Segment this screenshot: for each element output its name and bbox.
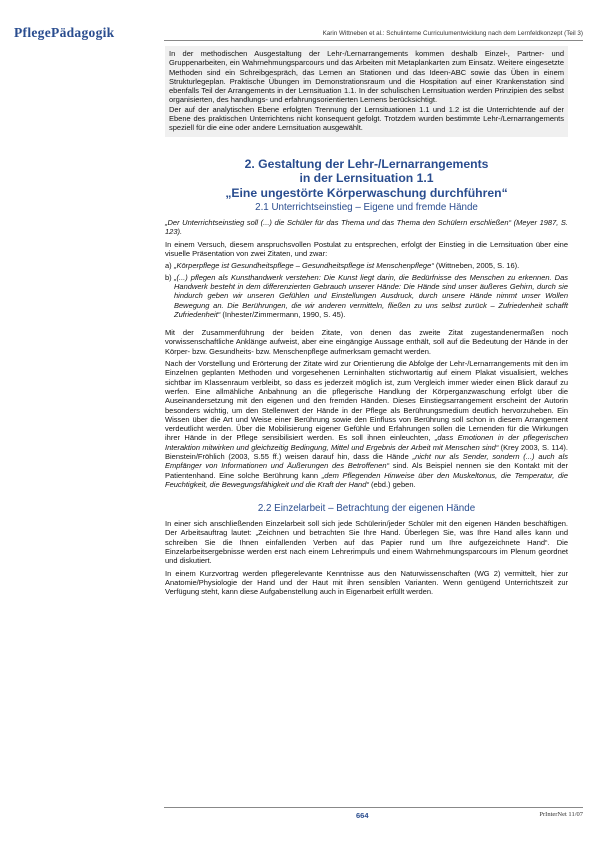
body-paragraph-4: In einem Kurzvortrag werden pflegerelevante Kenntnisse aus den Naturwissenschaften (WG 2) vermittelt, hier zur Anatomie/Physiologie der Hand und der Haut mit ihren sensiblen Varianten. Wenn genügend Unterrichtszeit zur Verfügung steht, kann diese Aufgabenstellung auch in Eigenarbeit erfüllt werden.: [165, 568, 568, 597]
inline-quote: „nicht nur als Sender, sondern (...) auch als Empfänger von Informationen und Äußerungen des Betroffenen“: [165, 452, 568, 471]
intro-box: [165, 46, 568, 137]
lead-paragraph: In einem Versuch, diesem anspruchsvollen Postulat zu entsprechen, erfolgt der Einstieg in die Lernsituation über eine visuelle Präsentation von zwei Zitaten, und zwar:: [165, 239, 568, 259]
header-rule: [164, 40, 583, 41]
list-text: [174, 261, 568, 270]
issue-label: PrInterNet 11/07: [539, 811, 583, 818]
quote-list: [165, 261, 568, 319]
list-marker: b): [165, 272, 172, 282]
body-paragraph-1: Mit der Zusammenführung der beiden Zitate, von denen das zweite Zitat zugestandenermaßen noch vorwissenschaftliche Anklänge aufweist, aber eine eingängige Aussage enthält, soll auf die Bedeutung der Hände in der Körper- bzw. Gesundheits- bzw. Menschenpflege aufmerksam gemacht werden.: [165, 328, 568, 356]
list-citation: (Wittneben, 2005, S. 16).: [433, 261, 520, 271]
list-text: [174, 273, 568, 319]
section-heading-line-3: „Eine ungestörte Körperwaschung durchführen“: [225, 185, 508, 200]
body-text: (Krey 2003, S. 114). Bienstein/Fröhlich (2003, S.55 ff.) weisen darauf hin, dass die Hände: [165, 442, 568, 461]
inline-quote: „dass Emotionen in der pflegerischen Interaktion mitwirken und gleichzeitig Bedingung, Mittel und Ergebnis der Arbeit mit Menschen sind“: [165, 433, 568, 452]
list-item: [165, 273, 568, 319]
intro-paragraph-1: In der methodischen Ausgestaltung der Lehr-/Lernarrangements kommen deshalb Einzel-, Partner- und Gruppenarbeiten, ein Wahrnehmungsparcours und das Arbeiten mit Metaplankarten zum Einsatz. Weitere eingesetzte Methoden sind ein Schreibgespräch, das Lernen an Stationen und das Ideen-ABC sowie das Üben in einem Strukturlegeplan. Praktische Übungen im Demonstrationsraum und die Hospitation auf einer Krankenstation sind ebenfalls Teil der Arrangements in der Lernsituation 1.1. In der schulischen Lernsituation werden Prinzipien des selbst organisierten, des handlungs- und erfahrungsorientierten Lernens berücksichtigt.: [169, 49, 564, 105]
intro-paragraph-2: Der auf der analytischen Ebene erfolgten Trennung der Lernsituationen 1.1 und 1.2 ist die Unterrichtende auf der Ebene des praktischen Unterrichtens nicht konsequent gefolgt. Trotzdem wurden bestimmte Lehr-/Lernarrangements speziell für die eine oder andere Lernsituation ausgewählt.: [169, 104, 564, 133]
inline-quote: „dem Pflegenden Hinweise über den Muskeltonus, die Temperatur, die Feuchtigkeit, die Bewegungsfähigkeit und die Kraft der Hand“: [165, 470, 568, 489]
page-number: 664: [356, 811, 369, 820]
list-marker: a): [165, 261, 172, 271]
body-paragraph-3: In einer sich anschließenden Einzelarbeit soll sich jede Schülerin/jeder Schüler mit den eigenen Händen beschäftigen. Der Arbeitsauftrag lautet: „Zeichnen und betrachten Sie Ihre Hand. Überlegen Sie, was Ihre Hand alles kann und schreiben Sie die Ihnen einfallenden Verben auf das Papier rund um Ihre aufgezeichnete Hand“. Die Einzelarbeitsergebnisse werden erst nach einem Lehrerimpuls und einem Wahrnehmungsparcours im Plenum geordnet und diskutiert.: [165, 519, 568, 566]
running-head: Karin Wittneben et al.: Schulinterne Curriculumentwicklung nach dem Lernfeldkonzept (Teil 3): [322, 30, 583, 37]
subsection-heading-2-2: 2.2 Einzelarbeit – Betrachtung der eigenen Hände: [257, 503, 476, 515]
opening-quote: „Der Unterrichtseinstieg soll (...) die Schüler für das Thema und das Thema den Schülern erschließen“ (Meyer 1987, S. 123).: [165, 218, 568, 237]
section-heading: [165, 157, 568, 201]
list-quote: „Körperpflege ist Gesundheitspflege – Gesundheitspflege ist Menschenpflege“: [174, 261, 434, 271]
list-citation: (Inhester/Zimmermann, 1990, S. 45).: [220, 309, 346, 319]
subsection-heading-2-1: 2.1 Unterrichtseinstieg – Eigene und fremde Hände: [255, 202, 478, 214]
list-quote: „(...) pflegen als Kunsthandwerk verstehen: Die Kunst liegt darin, die Bedürfnisse des Menschen zu erkennen. Das Handwerk besteht in dem differenzierten Gebrauch unserer Hände: Die Hände sind unser äußeres Gehirn, durch sie hindurch geben wir unseren Gefühlen und Einstellungen Ausdruck, durch unsere Hände nimmt unser Wollen Bewegung an. Die Berührungen, die wir anderen vermitteln, fließen zu uns selbst zurück – Zufriedenheit schafft Zufriedenheit“: [174, 272, 568, 319]
list-item: [165, 261, 568, 270]
article-body: [165, 46, 568, 600]
footer-rule: [164, 807, 583, 808]
body-text: (ebd.) geben.: [368, 479, 416, 489]
journal-masthead: PflegePädagogik: [14, 25, 115, 40]
body-text: Nach der Vorstellung und Erörterung der Zitate wird zur Orientierung die Abfolge der Lehr-/Lernarrangements mit den im Einzelnen geplanten Methoden und vorgesehenen Lerninhalten stichwortartig auf einem Plakat visualisiert, welches sichtbar im Klassenraum verbleibt, so dass es jederzeit möglich ist, zum Vergleich immer wieder einen Blick darauf zu werfen. Eine allmähliche Anbahnung an die pflegerische Handlung der Körperganzwaschung erfolgt über die Auseinandersetzung mit den eigenen und den fremden Händen. Dieses Einstiegsarrangement erscheint der Autorin besonders wichtig, um den Stellenwert der Hände in der Pflege als Berührungsmedium deutlich hervorzuheben. Ein Wissen über die Art und Weise einer Berührung sowie den Einfluss von Berührung soll schon in diesem Arrangement verdeutlicht werden. Über die Mobilisierung eigener Gefühle und Erfahrungen sollen die Lernenden für die Wirkungen ihrer Hände in der Pflege sensibilisiert werden. Es soll ihnen einleuchten,: [165, 359, 568, 443]
section-heading-line-2: in der Lernsituation 1.1: [299, 171, 434, 186]
body-paragraph-2: [165, 359, 568, 489]
section-heading-line-1: 2. Gestaltung der Lehr-/Lernarrangements: [244, 156, 489, 171]
body-text: sind. Als Beispiel nennen sie den Kontakt mit der Patientenhand. Eine solche Berührung kann: [165, 461, 568, 480]
